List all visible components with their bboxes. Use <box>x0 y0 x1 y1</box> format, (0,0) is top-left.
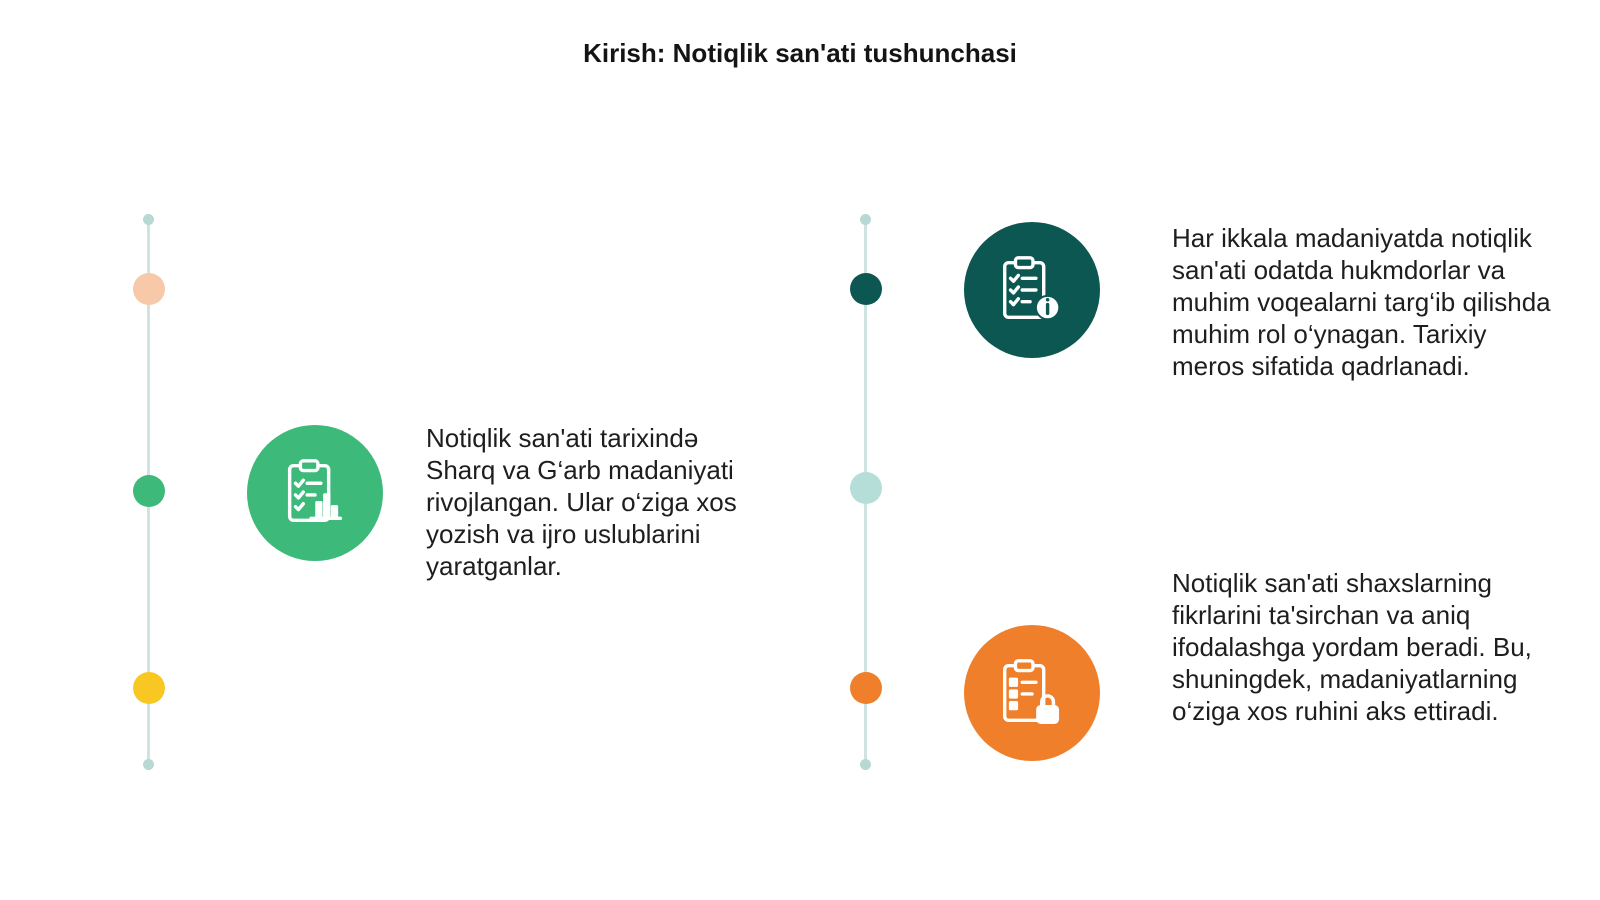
timeline-end-dot <box>143 759 154 770</box>
page-title: Kirish: Notiqlik san'ati tushunchasi <box>583 38 1017 68</box>
item-text-2: Har ikkala madaniyatda notiqlik san'ati odatda hukmdorlar va muhim voqealarni targ‘ib qilishda muhim rol o‘ynagan. Tarixiy meros sifatida qadrlanadi. <box>1172 223 1551 381</box>
timeline-right <box>849 214 883 776</box>
timeline-end-dot <box>143 214 154 225</box>
timeline-marker-green <box>133 475 165 507</box>
timeline-marker-orange <box>850 672 882 704</box>
clipboard-lock-icon <box>964 625 1100 761</box>
timeline-end-dot <box>860 214 871 225</box>
clipboard-info-icon <box>964 222 1100 358</box>
timeline-end-dot <box>860 759 871 770</box>
item-text-1: Notiqlik san'ati tarixində Sharq va G‘arb madaniyati rivojlangan. Ular o‘ziga xos yozish va ijro uslublarini yaratganlar. <box>426 423 737 581</box>
timeline-marker-yellow <box>133 672 165 704</box>
timeline-marker-peach <box>133 273 165 305</box>
timeline-left <box>132 214 166 776</box>
clipboard-chart-icon <box>247 425 383 561</box>
timeline-marker-teal <box>850 273 882 305</box>
item-text-3: Notiqlik san'ati shaxslarning fikrlarini ta'sirchan va aniq ifodalashga yordam beradi. Bu, shuningdek, madaniyatlarning o‘ziga xos ruhini aks ettiradi. <box>1172 568 1532 726</box>
timeline-marker-mint <box>850 472 882 504</box>
